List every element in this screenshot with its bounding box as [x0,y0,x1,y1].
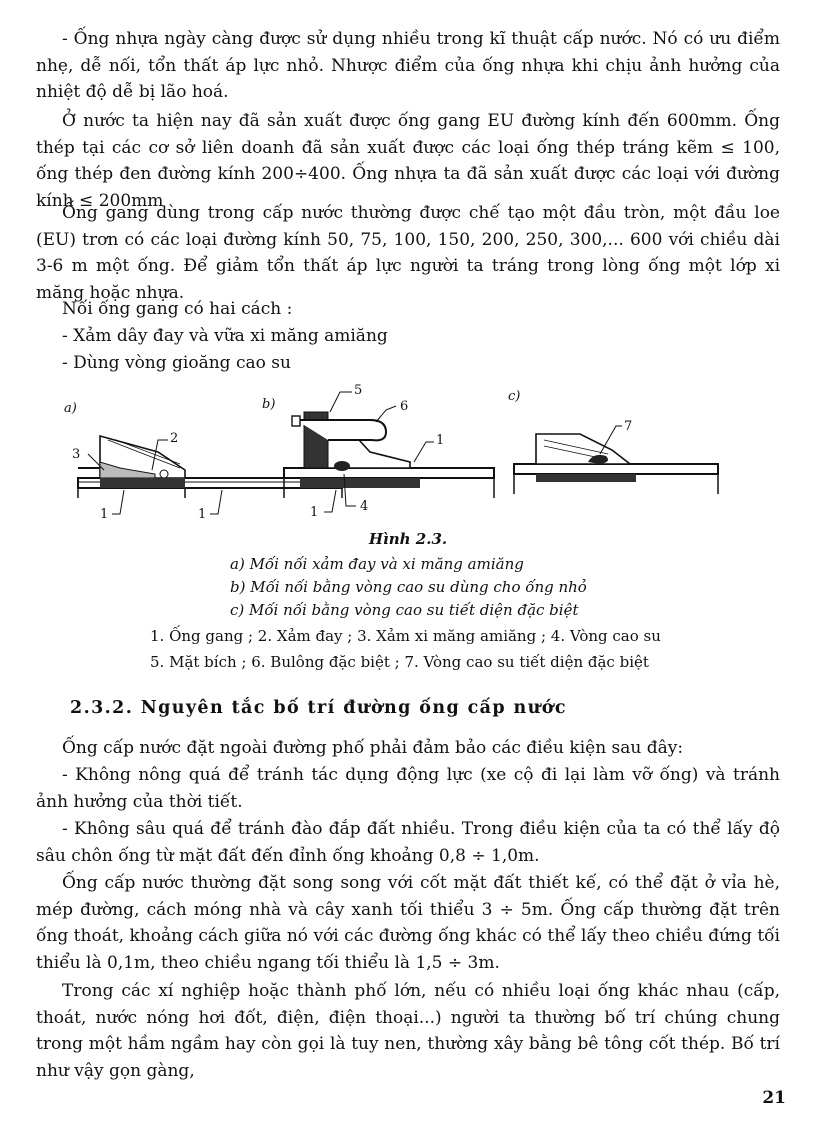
figure-subcaption-b: b) Mối nối bằng vòng cao su dùng cho ống nhỏ [230,578,587,596]
figure-legend-line-2: 5. Mặt bích ; 6. Bulông đặc biệt ; 7. Vòng cao su tiết diện đặc biệt [150,653,649,671]
joint-diagram-b [262,383,494,520]
section-paragraph-not-shallow: - Không nông quá để tránh tác dụng động lực (xe cộ đi lại làm vỡ ống) và tránh ảnh hưởng của thời tiết. [36,765,780,812]
figure-legend-line-1: 1. Ống gang ; 2. Xảm đay ; 3. Xảm xi măng amiăng ; 4. Vòng cao su [150,627,661,645]
callout-1c: 1 [436,433,445,448]
section-paragraph-placement: Ống cấp nước thường đặt song song với cốt mặt đất thiết kế, có thể đặt ở vỉa hè, mép đường, cách móng nhà và cây xanh tối thiểu 3 ÷ 5m. Ống cấp thường đặt trên ống thoát, khoảng cách giữa nó với các đường ống khác có thể lấy theo chiều đứng tối thiểu là 0,1m, theo chiều ngang tối thiểu là 1,5 ÷ 3m. [36,873,780,973]
figure-subcaption-a: a) Mối nối xảm đay và xi măng amiăng [230,555,524,573]
page-number: 21 [762,1088,786,1108]
pipe-joint-figure [60,382,720,522]
figure-label-b: b) [262,397,276,412]
callout-4: 4 [360,499,369,514]
paragraph-plastic-pipe: - Ống nhựa ngày càng được sử dụng nhiều trong kĩ thuật cấp nước. Nó có ưu điểm nhẹ, dễ nối, tổn thất áp lực nhỏ. Nhược điểm của ống nhựa khi chịu ảnh hưởng của nhiệt độ dễ bị lão hoá. [36,29,780,102]
callout-1b: 1 [198,507,207,522]
callout-6: 6 [400,399,409,414]
callout-3: 3 [72,447,81,462]
callout-2: 2 [170,431,179,446]
section-paragraph-intro: Ống cấp nước đặt ngoài đường phố phải đảm bảo các điều kiện sau đây: [62,738,684,758]
callout-7: 7 [624,419,633,434]
figure-label-c: c) [508,389,521,404]
callout-1d: 1 [310,505,319,520]
figure-label-a: a) [64,401,77,416]
list-item-method-2: - Dùng vòng gioăng cao su [62,353,291,373]
paragraph-joining-methods: Nối ống gang có hai cách : [62,299,293,319]
paragraph-cast-iron-production: Ở nước ta hiện nay đã sản xuất được ống gang EU đường kính đến 600mm. Ống thép tại các cơ sở liên doanh đã sản xuất được các loại ống thép tráng kẽm ≤ 100, ống thép đen đường kính 200÷400. Ống nhựa ta đã sản xuất được các loại với đường kính ≤ 200mm [36,111,780,211]
figure-subcaption-c: c) Mối nối bằng vòng cao su tiết diện đặc biệt [230,601,579,619]
section-paragraph-not-deep: - Không sâu quá để tránh đào đắp đất nhiều. Trong điều kiện của ta có thể lấy độ sâu chôn ống từ mặt đất đến đỉnh ống khoảng 0,8 ÷ 1,0m. [36,819,780,866]
callout-5: 5 [354,383,363,398]
callout-1a: 1 [100,507,109,522]
joint-diagram-c [508,389,718,494]
figure-title: Hình 2.3. [368,530,448,548]
section-heading: 2.3.2. Nguyên tắc bố trí đường ống cấp nước [70,698,567,718]
list-item-method-1: - Xảm dây đay và vữa xi măng amiăng [62,326,388,346]
section-paragraph-tunnel: Trong các xí nghiệp hoặc thành phố lớn, nếu có nhiều loại ống khác nhau (cấp, thoát, nước nóng hơi đốt, điện, điện thoại...) người ta thường bố trí chúng chung trong một hầm ngầm hay còn gọi là tuy nen, thường xây bằng bê tông cốt thép. Bố trí như vậy gọn gàng, [36,981,780,1081]
paragraph-cast-iron-usage: Ống gang dùng trong cấp nước thường được chế tạo một đầu tròn, một đầu loe (EU) trơn có các loại đường kính 50, 75, 100, 150, 200, 250, 300,... 600 với chiều dài 3-6 m một ống. Để giảm tổn thất áp lực người ta tráng trong lòng ống một lớp xi măng hoặc nhựa. [36,203,780,303]
